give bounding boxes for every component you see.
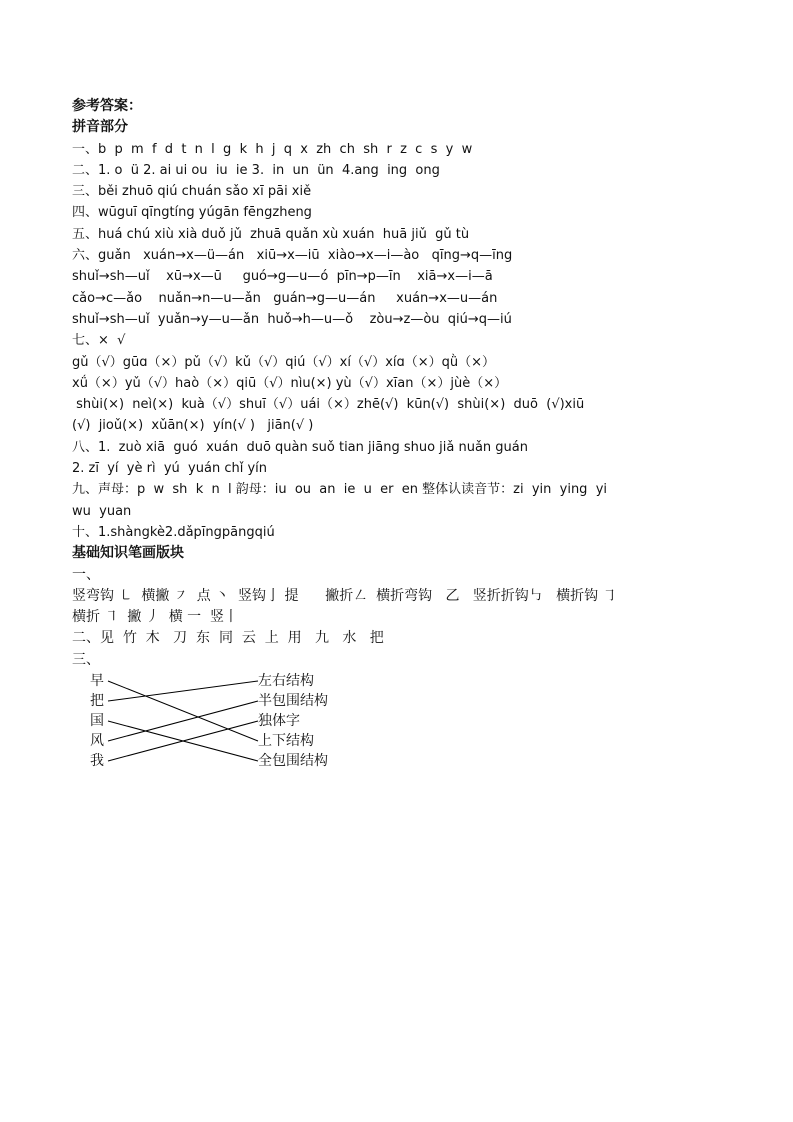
pinyin-line-10: 七、× √ [72,333,126,349]
pinyin-line-11: gǔ（√）gūɑ（×）pǔ（√）kǔ（√）qiú（√）xí（√）xíɑ（×）qǜ（×） [72,354,496,370]
pinyin-section-title: 拼音部分 [72,119,128,136]
page-heading: 参考答案： [72,98,142,114]
basic-line-1: 一、 [72,566,100,583]
match-right-1: 左右结构 [258,673,314,690]
match-left-2: 把 [90,693,104,710]
matching-exercise [72,671,722,791]
pinyin-line-17: 九、声母：p w sh k n l 韵母：iu ou an ie u er en 整体认读音节：zi yin ying yi [72,482,608,498]
basic-line-5: 三、 [72,651,100,668]
stroke-line-2: 横折 ㇕ 撇 丿 横 一 竖丨 [72,609,239,626]
pinyin-line-19: 十、1.shàngkè2.dǎpīngpāngqiú [72,524,275,540]
pinyin-line-18: wu yuan [72,503,132,519]
pinyin-line-7: shuǐ→sh—uǐ xū→x—ū guó→g—u—ó pīn→p—īn xiā→x—i—ā [72,269,493,285]
pinyin-line-3: 三、běi zhuō qiú chuán sǎo xī pāi xiě [72,184,312,200]
match-right-4: 上下结构 [258,733,314,750]
characters-line: 二、见 竹 木 刀 东 同 云 上 用 九 水 把 [72,630,384,647]
match-line-1 [108,681,258,741]
pinyin-line-13: shùi(×) neì(×) kuà（√）shuī（√）uái（×）zhē(√) kūn(√) shùi(×) duō (√)xiū [72,397,585,413]
match-right-2: 半包围结构 [258,693,328,710]
match-left-4: 风 [90,733,104,750]
match-left-5: 我 [90,753,104,770]
basic-section-title: 基础知识笔画版块 [72,545,184,562]
pinyin-line-16: 2. zī yí yè rì yú yuán chǐ yín [72,461,267,477]
pinyin-line-1: 一、b p m f d t n l g k h j q x zh ch sh r z c s y w [72,141,473,157]
pinyin-line-6: 六、guǎn xuán→x—ü—án xiū→x—iū xiào→x—i—ào qīng→q—īng [72,248,513,264]
stroke-line-1: 竖弯钩 ㇄ 横撇 ㇇ 点 丶 竖钩亅 提 撇折㇜ 横折弯钩 乙 竖折折钩㇉ 横折钩 ㇆ [72,587,617,604]
pinyin-line-8: cǎo→c—ǎo nuǎn→n—u—ǎn guán→g—u—án xuán→x—u—án [72,290,498,306]
match-line-2 [108,681,258,701]
match-right-3: 独体字 [258,713,300,730]
match-left-3: 国 [90,713,104,730]
pinyin-line-9: shuǐ→sh—uǐ yuǎn→y—u—ǎn huǒ→h—u—ǒ zòu→z—òu qiú→q—iú [72,311,512,327]
pinyin-line-15: 八、1. zuò xiā guó xuán duō quàn suǒ tian jiāng shuo jiǎ nuǎn guán [72,439,529,455]
pinyin-line-12: xǘ（×）yǔ（√）haò（×）qiū（√）nìu(×) yù（√）xīan（×）jùè（×） [72,375,508,391]
pinyin-line-2: 二、1. o ü 2. ai ui ou iu ie 3. in un ün 4.ang ing ong [72,162,440,178]
match-left-1: 早 [90,673,104,690]
pinyin-line-4: 四、wūguī qīngtíng yúgān fēngzheng [72,205,312,221]
match-right-5: 全包围结构 [258,753,328,770]
pinyin-line-5: 五、huá chú xiù xià duǒ jǔ zhuā quǎn xù xuán huā jiǔ gǔ tù [72,226,470,242]
answer-page [72,96,722,791]
match-line-4 [108,701,258,741]
pinyin-line-14: (√) jioǔ(×) xǔān(×) yín(√ ) jiān(√ ) [72,418,314,434]
